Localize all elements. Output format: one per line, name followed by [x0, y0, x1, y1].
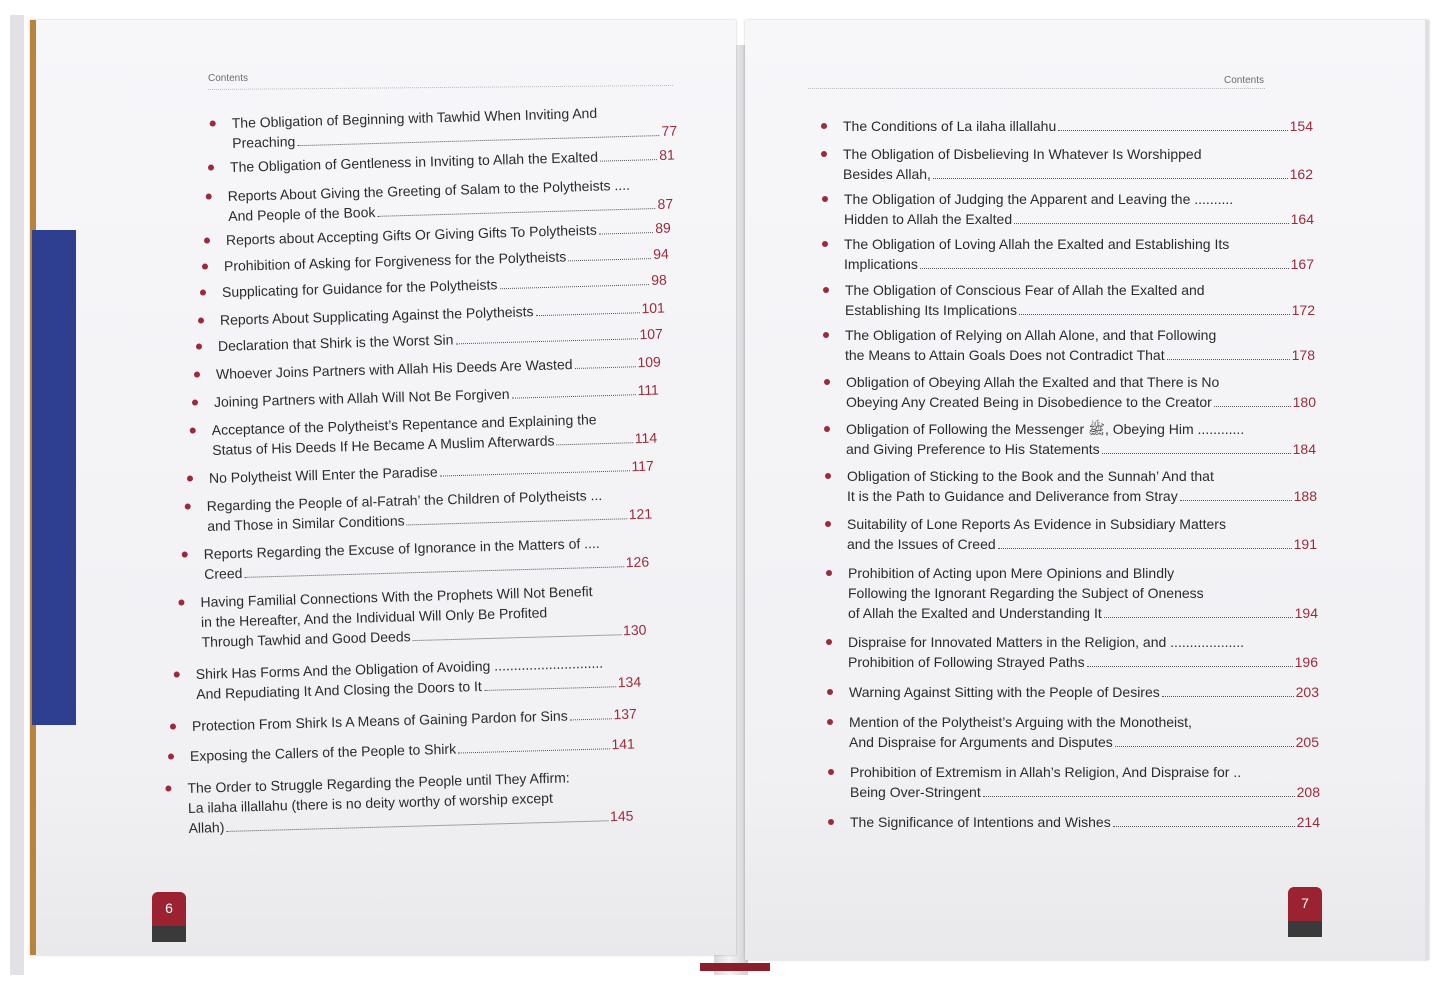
- bullet-icon: [823, 332, 829, 338]
- bullet-icon: [187, 475, 193, 481]
- toc-entry-page: 114: [634, 429, 658, 447]
- bullet-icon: [206, 193, 212, 199]
- toc-entry-title: Suitability of Lone Reports As Evidence in Subsidiary Matters: [847, 516, 1226, 532]
- toc-entry-page: 89: [655, 219, 672, 237]
- toc-entry-title: Obligation of Sticking to the Book and the Sunnah’ And that: [847, 468, 1214, 484]
- toc-entry: [214, 380, 659, 412]
- right-page-number-tab: [1288, 887, 1322, 937]
- toc-entry-title: Through Tawhid and Good Deeds: [201, 628, 411, 650]
- left-page-number: 6: [165, 900, 173, 916]
- toc-entry-page: 141: [611, 735, 636, 753]
- bullet-icon: [822, 241, 828, 247]
- bullet-icon: [178, 599, 184, 605]
- toc-entry-page: 126: [625, 553, 650, 571]
- cover-red-edge: [700, 963, 770, 971]
- toc-entry-title: Creed: [204, 564, 243, 582]
- toc-entry-title: The Obligation of Gentleness in Inviting to Allah the Exalted: [229, 148, 599, 175]
- toc-entry-title: in the Hereafter, And the Individual Will Only Be Profited: [200, 604, 548, 630]
- toc-entry-page: 191: [1293, 536, 1317, 552]
- bullet-icon: [200, 289, 206, 295]
- bullet-icon: [165, 785, 171, 791]
- toc-entry-page: 121: [628, 505, 653, 523]
- toc-entry-title: Besides Allah,: [843, 166, 931, 182]
- leader-dots: [568, 258, 651, 261]
- leader-dots: [458, 748, 609, 753]
- bullet-icon: [821, 123, 827, 129]
- toc-entry-title: Being Over-Stringent: [850, 784, 981, 800]
- leader-dots: [536, 312, 640, 316]
- toc-entry-title: Dispraise for Innovated Matters in the Religion, and ...................: [848, 634, 1245, 650]
- toc-entry: [847, 466, 1317, 506]
- toc-entry-title: And Dispraise for Arguments and Disputes: [849, 734, 1113, 750]
- toc-entry-title: And Repudiating It And Closing the Doors to It: [196, 678, 483, 702]
- bullet-icon: [828, 769, 834, 775]
- toc-entry-title: Hidden to Allah the Exalted: [844, 211, 1013, 227]
- toc-entry: [844, 234, 1314, 274]
- leader-dots: [500, 284, 650, 289]
- toc-entry-title: The Obligation of Judging the Apparent and Leaving the ..........: [844, 191, 1234, 207]
- leader-dots: [1162, 696, 1294, 697]
- toc-entry: [847, 514, 1317, 554]
- toc-entry-page: 107: [639, 325, 664, 343]
- toc-entry-title: Regarding the People of al-Fatrah’ the Children of Polytheists ...: [206, 486, 603, 515]
- toc-entry-page: 130: [622, 621, 647, 639]
- toc-entry-page: 188: [1293, 488, 1317, 504]
- leader-dots: [440, 470, 630, 476]
- toc-entry: [849, 682, 1319, 702]
- leader-dots: [599, 232, 654, 235]
- toc-entry-page: 154: [1289, 118, 1313, 134]
- bullet-icon: [182, 551, 188, 557]
- toc-entry-title: Implications: [844, 256, 918, 272]
- toc-entry-title: Prohibition of Acting upon Mere Opinions and Blindly: [848, 565, 1175, 581]
- toc-entry: [209, 456, 654, 488]
- leader-dots: [920, 268, 1289, 269]
- bullet-icon: [826, 570, 832, 576]
- leader-dots: [1214, 406, 1291, 407]
- toc-entry: [845, 280, 1315, 320]
- toc-entry-title: Having Familial Connections With the Prophets Will Not Benefit: [200, 583, 593, 611]
- toc-entry-title: Prohibition of Extremism in Allah’s Religion, And Dispraise for ..: [850, 764, 1242, 780]
- right-page-number: 7: [1301, 895, 1309, 911]
- toc-entry: [216, 352, 661, 384]
- bullet-icon: [827, 689, 833, 695]
- toc-entry-title: Reports About Supplicating Against the Polytheists: [219, 303, 534, 328]
- leader-dots: [570, 718, 612, 720]
- toc-entry-page: 109: [637, 353, 662, 371]
- toc-entry: [849, 712, 1319, 752]
- leader-dots: [933, 178, 1288, 179]
- toc-entry-page: 145: [609, 807, 634, 825]
- toc-entry: [222, 270, 667, 302]
- toc-entry-title: The Obligation of Disbelieving In Whatever Is Worshipped: [843, 146, 1202, 162]
- toc-entry: [200, 580, 647, 652]
- toc-entry-title: The Obligation of Conscious Fear of Allah the Exalted and: [845, 282, 1205, 298]
- bullet-icon: [198, 317, 204, 323]
- leader-dots: [575, 366, 636, 369]
- toc-entry-title: The Order to Struggle Regarding the People until They Affirm:: [187, 769, 570, 797]
- toc-entry-title: No Polytheist Will Enter the Paradise: [208, 463, 438, 486]
- book-cover-edge: [10, 15, 24, 975]
- right-header-rule: [808, 88, 1265, 89]
- toc-entry: [844, 189, 1314, 229]
- toc-entry-page: 214: [1296, 814, 1320, 830]
- open-book: [10, 15, 1430, 975]
- leader-dots: [1014, 223, 1289, 224]
- leader-dots: [1167, 359, 1290, 360]
- bullet-icon: [170, 723, 176, 729]
- toc-entry-page: 137: [613, 705, 638, 723]
- toc-entry-page: 94: [653, 245, 670, 263]
- bullet-icon: [822, 196, 828, 202]
- bullet-icon: [194, 371, 200, 377]
- toc-entry-title: The Obligation of Relying on Allah Alone, and that Following: [845, 327, 1217, 343]
- bullet-icon: [825, 521, 831, 527]
- leader-dots: [456, 338, 638, 344]
- toc-entry: [846, 419, 1316, 459]
- toc-entry-title: Reports Regarding the Excuse of Ignorance in the Matters of ....: [203, 534, 600, 563]
- left-header-rule: [208, 85, 673, 90]
- bullet-icon: [204, 237, 210, 243]
- bullet-icon: [823, 287, 829, 293]
- bullet-icon: [825, 473, 831, 479]
- toc-entry-title: and Giving Preference to His Statements: [846, 441, 1100, 457]
- leader-dots: [1058, 130, 1287, 131]
- leader-dots: [226, 820, 608, 832]
- left-page-header: Contents: [208, 73, 249, 84]
- toc-entry-page: 117: [631, 457, 655, 475]
- toc-entry-page: 134: [617, 673, 642, 691]
- leader-dots: [1180, 500, 1292, 501]
- toc-entry-title: the Means to Attain Goals Does not Contradict That: [845, 347, 1165, 363]
- right-page-header: Contents: [1224, 75, 1265, 86]
- leader-dots: [413, 634, 621, 641]
- toc-entry-title: Prohibition of Asking for Forgiveness for the Polytheists: [223, 248, 567, 274]
- toc-entry-title: Exposing the Callers of the People to Shirk: [189, 740, 457, 764]
- leader-dots: [484, 686, 616, 691]
- toc-entry-page: 162: [1289, 166, 1313, 182]
- left-page-number-tab: [152, 892, 186, 942]
- leader-dots: [1104, 617, 1293, 618]
- leader-dots: [1102, 453, 1291, 454]
- toc-entry-title: Preaching: [232, 133, 296, 151]
- toc-entry: [843, 144, 1313, 184]
- toc-entry-title: and Those in Similar Conditions: [207, 512, 405, 534]
- toc-entry-title: Status of His Deeds If He Became A Muslim Afterwards: [212, 432, 555, 458]
- toc-entry: [218, 324, 663, 356]
- bullet-icon: [202, 263, 208, 269]
- leader-dots: [1115, 746, 1294, 747]
- bullet-icon: [824, 379, 830, 385]
- toc-entry-page: 87: [657, 195, 674, 213]
- toc-entry-page: 180: [1292, 394, 1316, 410]
- leader-dots: [512, 394, 636, 398]
- toc-entry: [848, 563, 1318, 623]
- toc-entry-title: Reports about Accepting Gifts Or Giving Gifts To Polytheists: [225, 221, 597, 248]
- bullet-icon: [208, 164, 214, 170]
- bullet-icon: [168, 753, 174, 759]
- toc-entry-title: La ilaha illallahu (there is no deity worthy of worship except: [187, 789, 554, 816]
- toc-entry-page: 164: [1290, 211, 1314, 227]
- leader-dots: [407, 518, 627, 525]
- toc-entry-title: Declaration that Shirk is the Worst Sin: [217, 331, 454, 354]
- toc-entry: [192, 704, 637, 736]
- toc-entry-title: Mention of the Polytheist’s Arguing with the Monotheist,: [849, 714, 1192, 730]
- toc-entry-title: Acceptance of the Polytheist’s Repentance and Explaining the: [211, 411, 597, 439]
- toc-entry-title: of Allah the Exalted and Understanding It: [848, 605, 1102, 621]
- toc-entry-page: 111: [637, 381, 660, 399]
- toc-entry-page: 101: [641, 299, 666, 317]
- toc-entry-page: 196: [1294, 654, 1318, 670]
- toc-entry-page: 172: [1291, 302, 1315, 318]
- toc-entry-title: The Conditions of La ilaha illallahu: [843, 118, 1057, 134]
- leader-dots: [998, 548, 1292, 549]
- toc-entry: [190, 734, 635, 766]
- toc-entry-page: 77: [661, 122, 678, 140]
- toc-entry-title: It is the Path to Guidance and Deliverance from Stray: [847, 488, 1178, 504]
- toc-entry-title: Protection From Shirk Is A Means of Gaining Pardon for Sins: [191, 707, 568, 734]
- toc-entry-title: Warning Against Sitting with the People of Desires: [849, 684, 1160, 700]
- toc-entry: [227, 174, 673, 226]
- toc-entry-page: 205: [1295, 734, 1319, 750]
- toc-entry: [850, 812, 1320, 832]
- leader-dots: [297, 135, 659, 146]
- right-page: [745, 20, 1429, 960]
- toc-entry: [203, 532, 649, 584]
- toc-entry: [850, 762, 1320, 802]
- leader-dots: [600, 159, 657, 162]
- bullet-icon: [174, 671, 180, 677]
- bullet-icon: [196, 343, 202, 349]
- cover-blue-strip: [32, 230, 76, 725]
- leader-dots: [245, 566, 624, 578]
- toc-entry-title: Whoever Joins Partners with Allah His Deeds Are Wasted: [215, 356, 573, 382]
- toc-entry-title: Establishing Its Implications: [845, 302, 1017, 318]
- toc-entry-title: Following the Ignorant Regarding the Subject of Oneness: [848, 585, 1204, 601]
- toc-entry: [846, 372, 1316, 412]
- leader-dots: [557, 442, 633, 445]
- toc-entry: [211, 408, 657, 460]
- toc-entry-title: Allah): [188, 818, 225, 836]
- leader-dots: [377, 208, 655, 217]
- toc-entry-title: Joining Partners with Allah Will Not Be Forgiven: [213, 385, 510, 410]
- toc-entry: [231, 101, 677, 153]
- toc-entry: [848, 632, 1318, 672]
- toc-entry-title: Supplicating for Guidance for the Polytheists: [221, 276, 498, 300]
- toc-entry-page: 81: [659, 146, 676, 164]
- bullet-icon: [826, 639, 832, 645]
- toc-entry: [206, 484, 652, 536]
- toc-entry-title: Reports About Giving the Greeting of Salam to the Polytheists ....: [227, 176, 631, 205]
- leader-dots: [983, 796, 1295, 797]
- bullet-icon: [210, 120, 216, 126]
- toc-entry: [845, 325, 1315, 365]
- bullet-icon: [827, 719, 833, 725]
- leader-dots: [1019, 314, 1290, 315]
- toc-entry: [187, 766, 634, 838]
- toc-entry-title: The Obligation of Loving Allah the Exalted and Establishing Its: [844, 236, 1230, 252]
- toc-entry-title: Shirk Has Forms And the Obligation of Avoiding ............................: [195, 654, 604, 683]
- toc-entry-title: The Significance of Intentions and Wishes: [850, 814, 1111, 830]
- toc-entry-title: Prohibition of Following Strayed Paths: [848, 654, 1085, 670]
- bullet-icon: [824, 426, 830, 432]
- toc-entry: [195, 652, 641, 704]
- bullet-icon: [821, 151, 827, 157]
- bullet-icon: [192, 399, 198, 405]
- toc-entry: [843, 116, 1313, 136]
- bullet-icon: [190, 427, 196, 433]
- toc-entry-title: Obligation of Obeying Allah the Exalted and that There is No: [846, 374, 1220, 390]
- leader-dots: [1087, 666, 1293, 667]
- bullet-icon: [828, 819, 834, 825]
- toc-entry-page: 98: [651, 271, 668, 289]
- toc-entry-title: The Obligation of Beginning with Tawhid When Inviting And: [231, 104, 598, 132]
- toc-entry-page: 184: [1292, 441, 1316, 457]
- toc-entry-page: 203: [1295, 684, 1319, 700]
- toc-entry-page: 178: [1291, 347, 1315, 363]
- toc-entry-title: and the Issues of Creed: [847, 536, 996, 552]
- toc-entry-page: 167: [1290, 256, 1314, 272]
- leader-dots: [1113, 826, 1295, 827]
- toc-entry-title: And People of the Book: [228, 203, 376, 224]
- left-page: [30, 20, 736, 955]
- toc-entry-title: Obligation of Following the Messenger ﷺ, Obeying Him ............: [846, 421, 1245, 437]
- toc-entry-title: Obeying Any Created Being in Disobedience to the Creator: [846, 394, 1212, 410]
- bullet-icon: [185, 503, 191, 509]
- toc-entry-page: 194: [1294, 605, 1318, 621]
- toc-entry-page: 208: [1296, 784, 1320, 800]
